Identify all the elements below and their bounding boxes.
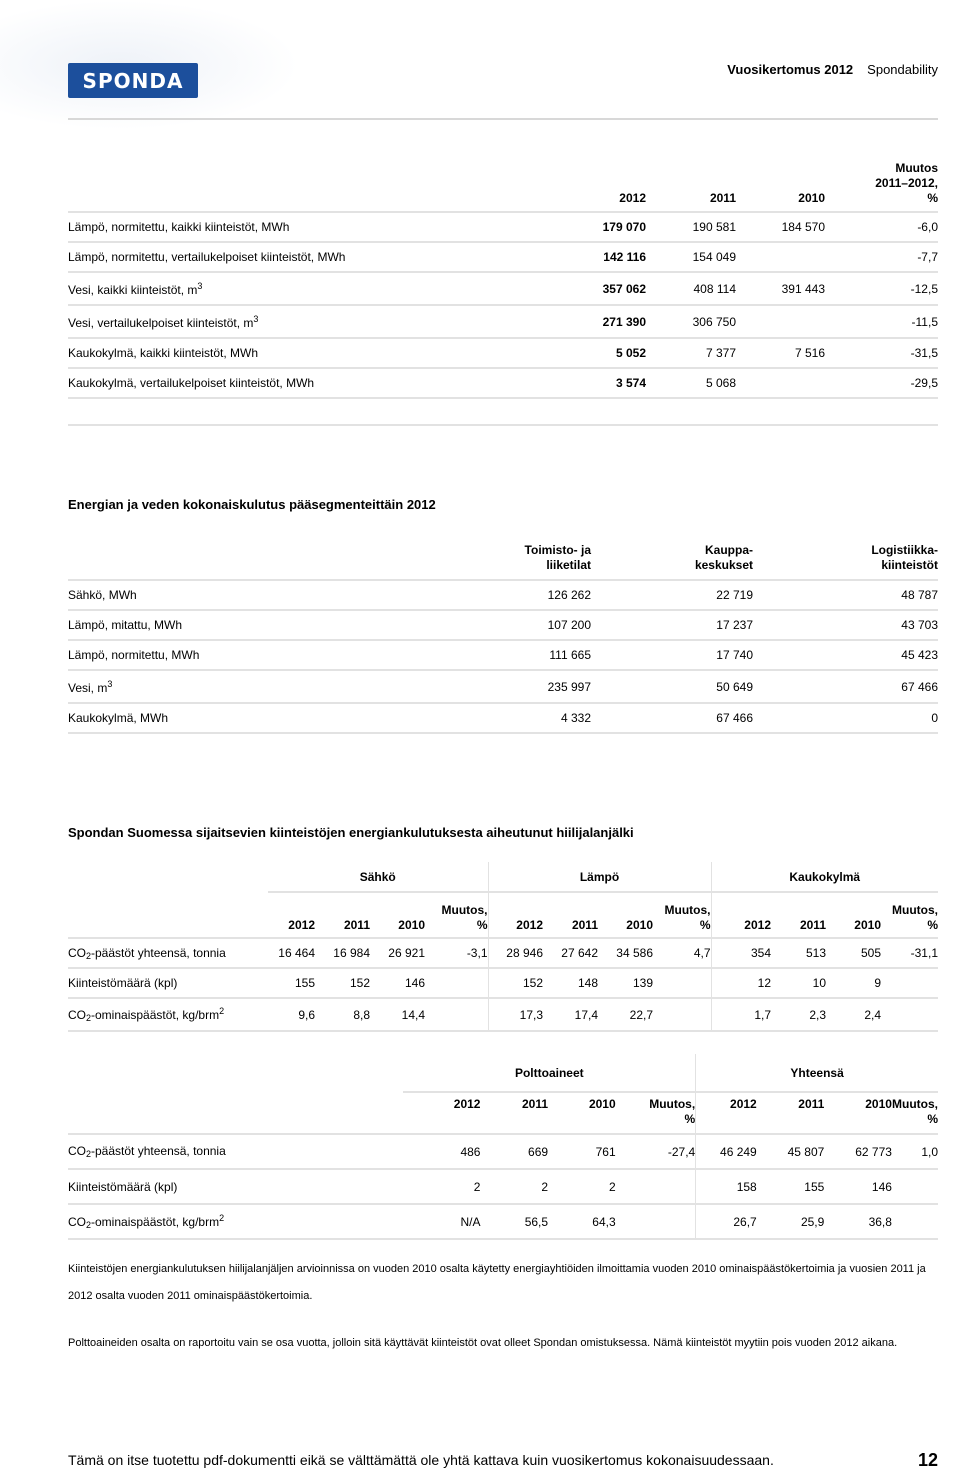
col-change: Muutos, %: [653, 892, 711, 938]
row-label: Lämpö, normitettu, vertailukelpoiset kiinteistöt, MWh: [68, 242, 538, 272]
value-2012: 5 052: [538, 338, 646, 368]
col-year: 2011: [480, 1092, 548, 1134]
table-cell: 8,8: [315, 998, 370, 1031]
table-cell: 354: [711, 938, 771, 968]
col-year: 2011: [315, 892, 370, 938]
value-logistics: 43 703: [753, 610, 938, 640]
table-row: [68, 703, 938, 733]
table-cell: 2: [403, 1169, 480, 1204]
value-office: 126 262: [468, 580, 591, 610]
group-heat: Lämpö: [488, 862, 711, 892]
value-change: -6,0: [825, 212, 938, 242]
row-label: $CO_2$-ominaispäästöt, kg/brm$^2$: [68, 998, 268, 1031]
value-change: -31,5: [825, 338, 938, 368]
value-office: 107 200: [468, 610, 591, 640]
value-2010: 391 443: [736, 272, 825, 305]
value-shopping: 50 649: [591, 670, 753, 703]
value-2012: 357 062: [538, 272, 646, 305]
table-cell: 17,4: [543, 998, 598, 1031]
subscript: 2: [86, 1013, 92, 1023]
table-cell: 2,4: [826, 998, 881, 1031]
value-logistics: 48 787: [753, 580, 938, 610]
table-cell: 2,3: [771, 998, 826, 1031]
value-change: -11,5: [825, 305, 938, 338]
value-2011: 190 581: [646, 212, 736, 242]
table-header: [68, 892, 938, 938]
table-cell: -31,1: [881, 938, 938, 968]
col-year: 2012: [711, 892, 771, 938]
table-cell: 155: [268, 968, 315, 998]
table-header: [68, 530, 938, 580]
table-cell: [425, 998, 488, 1031]
value-2010: 184 570: [736, 212, 825, 242]
col-shopping: Kauppa- keskukset: [591, 530, 753, 580]
footnote-fuels: Polttoaineiden osalta on raportoitu vain se osa vuotta, jolloin sitä käyttävät kiinteistöt ovat olleet Spondan omistuksessa. Nämä kiinteistöt myytiin pois vuoden 2012 aikana.: [68, 1337, 898, 1349]
table-row: [68, 998, 938, 1031]
table-cell: 152: [315, 968, 370, 998]
value-2010: [736, 368, 825, 398]
subscript: 2: [86, 950, 92, 961]
col-year: 2010: [824, 1092, 892, 1134]
value-2010: [736, 305, 825, 338]
table-row: [68, 242, 938, 272]
row-label: $CO_2$-ominaispäästöt, kg/brm$^2$: [68, 1204, 403, 1239]
col-2011: 2011: [646, 150, 736, 212]
group-header: [68, 1054, 938, 1092]
table-cell: 17,3: [488, 998, 543, 1031]
page-header: [727, 62, 938, 77]
value-2012: 142 116: [538, 242, 646, 272]
value-2011: 306 750: [646, 305, 736, 338]
table-cell: 505: [826, 938, 881, 968]
table-cell: 10: [771, 968, 826, 998]
table-cell: 26,7: [696, 1204, 757, 1239]
col-year: 2010: [598, 892, 653, 938]
footnote-carbon-method: Kiinteistöjen energiankulutuksen hiilijalanjäljen arvioinnissa on vuoden 2010 osalta käytetty energiayhtiöiden ilmoittamia vuoden 2010 ominaispäästökertoimia ja vuosien 2011 ja 2012 osalta vuoden 2011 ominaispäästökertoimia.: [68, 1263, 926, 1302]
value-2011: 408 114: [646, 272, 736, 305]
table-cell: 64,3: [548, 1204, 616, 1239]
table-row: [68, 610, 938, 640]
table-row: [68, 968, 938, 998]
table-cell: 27 642: [543, 938, 598, 968]
value-2012: 179 070: [538, 212, 646, 242]
table-cell: 2: [480, 1169, 548, 1204]
superscript: 3: [197, 280, 203, 291]
table-cell: 28 946: [488, 938, 543, 968]
value-2011: 5 068: [646, 368, 736, 398]
table-row: [68, 580, 938, 610]
value-shopping: 22 719: [591, 580, 753, 610]
consumption-table: [68, 150, 938, 399]
col-2010: 2010: [736, 150, 825, 212]
row-label: Vesi, $m^3$: [68, 670, 468, 703]
table-cell: 2: [548, 1169, 616, 1204]
superscript: 3: [253, 313, 259, 324]
table-row: [68, 670, 938, 703]
table-cell: 669: [480, 1134, 548, 1169]
col-year: 2011: [757, 1092, 825, 1134]
row-label: Lämpö, mitattu, MWh: [68, 610, 468, 640]
table-cell: -3,1: [425, 938, 488, 968]
group-district-cooling: Kaukokylmä: [711, 862, 938, 892]
table-cell: 34 586: [598, 938, 653, 968]
table-cell: 45 807: [757, 1134, 825, 1169]
table-cell: -27,4: [616, 1134, 696, 1169]
table-cell: 36,8: [824, 1204, 892, 1239]
table-cell: 139: [598, 968, 653, 998]
segment-consumption-title: Energian ja veden kokonaiskulutus pääsegmenteittäin 2012: [68, 497, 436, 512]
col-year: 2011: [543, 892, 598, 938]
segment-consumption-table: [68, 530, 938, 734]
section-name: Spondability: [867, 62, 938, 77]
carbon-footprint-table: [68, 862, 938, 1032]
table-cell: 12: [711, 968, 771, 998]
page-footer: Tämä on itse tuotettu pdf-dokumentti eikä se välttämättä ole yhtä kattava kuin vuosikertomus kokonaisuudessaan.: [68, 1452, 774, 1468]
table-cell: 62 773: [824, 1134, 892, 1169]
value-office: 111 665: [468, 640, 591, 670]
table-cell: [425, 968, 488, 998]
col-office: Toimisto- ja liiketilat: [468, 530, 591, 580]
value-shopping: 67 466: [591, 703, 753, 733]
row-label: $CO_2$-päästöt yhteensä, tonnia: [68, 938, 268, 968]
col-change: Muutos, %: [881, 892, 938, 938]
page-number: 12: [917, 1450, 938, 1469]
superscript: 3: [107, 678, 113, 689]
value-2010: 7 516: [736, 338, 825, 368]
table-cell: 16 464: [268, 938, 315, 968]
table-cell: 486: [403, 1134, 480, 1169]
table-cell: 56,5: [480, 1204, 548, 1239]
table-cell: 1,7: [711, 998, 771, 1031]
value-change: -7,7: [825, 242, 938, 272]
value-2012: 271 390: [538, 305, 646, 338]
col-year: 2012: [403, 1092, 480, 1134]
table-cell: 25,9: [757, 1204, 825, 1239]
col-year: 2012: [488, 892, 543, 938]
header-divider: [68, 118, 938, 120]
sponda-logo: [68, 63, 198, 98]
col-year: 2012: [696, 1092, 757, 1134]
table-cell: 761: [548, 1134, 616, 1169]
value-logistics: 67 466: [753, 670, 938, 703]
table-cell: 4,7: [653, 938, 711, 968]
value-change: -12,5: [825, 272, 938, 305]
table-cell: [892, 1169, 938, 1204]
table-cell: 46 249: [696, 1134, 757, 1169]
section-divider: [68, 424, 938, 426]
row-label: Lämpö, normitettu, kaikki kiinteistöt, MWh: [68, 212, 538, 242]
table-cell: [892, 1204, 938, 1239]
table-cell: N/A: [403, 1204, 480, 1239]
table-cell: 22,7: [598, 998, 653, 1031]
table-cell: 146: [824, 1169, 892, 1204]
value-office: 235 997: [468, 670, 591, 703]
value-2010: [736, 242, 825, 272]
table-header: [68, 150, 938, 212]
logo-text: SPONDA: [82, 68, 184, 93]
table-cell: 16 984: [315, 938, 370, 968]
col-change: Muutos, %: [616, 1092, 696, 1134]
table-row: [68, 212, 938, 242]
value-shopping: 17 237: [591, 610, 753, 640]
group-fuels: Polttoaineet: [403, 1054, 695, 1092]
subscript: 2: [86, 1149, 92, 1159]
table-row: [68, 305, 938, 338]
table-row: [68, 640, 938, 670]
superscript: 2: [219, 1213, 225, 1223]
row-label: Vesi, vertailukelpoiset kiinteistöt, $m^3$: [68, 305, 538, 338]
row-label: Kaukokylmä, vertailukelpoiset kiinteistöt, MWh: [68, 368, 538, 398]
row-label: Kaukokylmä, MWh: [68, 703, 468, 733]
value-2011: 154 049: [646, 242, 736, 272]
group-electricity: Sähkö: [268, 862, 488, 892]
table-cell: 148: [543, 968, 598, 998]
carbon-footprint-title: Spondan Suomessa sijaitsevien kiinteistöjen energiankulutuksesta aiheutunut hiilijalanjälki: [68, 825, 634, 840]
table-row: [68, 1134, 938, 1169]
table-cell: 14,4: [370, 998, 425, 1031]
row-label: Kiinteistömäärä (kpl): [68, 968, 268, 998]
fuels-total-table: [68, 1054, 938, 1240]
superscript: 2: [219, 1006, 225, 1016]
value-logistics: 0: [753, 703, 938, 733]
table-header: [68, 1092, 938, 1134]
table-cell: [881, 968, 938, 998]
table-cell: 155: [757, 1169, 825, 1204]
table-cell: [616, 1169, 696, 1204]
table-row: [68, 338, 938, 368]
table-cell: [616, 1204, 696, 1239]
col-change: Muutos, %: [425, 892, 488, 938]
table-cell: 1,0: [892, 1134, 938, 1169]
col-change: Muutos 2011–2012, %: [825, 150, 938, 212]
col-year: 2010: [370, 892, 425, 938]
value-shopping: 17 740: [591, 640, 753, 670]
table-cell: 513: [771, 938, 826, 968]
table-cell: [653, 998, 711, 1031]
table-cell: 152: [488, 968, 543, 998]
table-cell: [881, 998, 938, 1031]
subscript: 2: [86, 1220, 92, 1230]
col-year: 2011: [771, 892, 826, 938]
row-label: Lämpö, normitettu, MWh: [68, 640, 468, 670]
col-2012: 2012: [538, 150, 646, 212]
row-label: Sähkö, MWh: [68, 580, 468, 610]
value-logistics: 45 423: [753, 640, 938, 670]
col-change: Muutos, %: [892, 1092, 938, 1134]
table-cell: 146: [370, 968, 425, 998]
value-office: 4 332: [468, 703, 591, 733]
value-2011: 7 377: [646, 338, 736, 368]
value-change: -29,5: [825, 368, 938, 398]
row-label: $CO_2$-päästöt yhteensä, tonnia: [68, 1134, 403, 1169]
table-cell: 26 921: [370, 938, 425, 968]
table-cell: [653, 968, 711, 998]
group-total: Yhteensä: [696, 1054, 938, 1092]
row-label: Vesi, kaikki kiinteistöt, $m^3$: [68, 272, 538, 305]
value-2012: 3 574: [538, 368, 646, 398]
row-label: Kaukokylmä, kaikki kiinteistöt, MWh: [68, 338, 538, 368]
table-cell: 9,6: [268, 998, 315, 1031]
col-logistics: Logistiikka- kiinteistöt: [753, 530, 938, 580]
col-year: 2010: [826, 892, 881, 938]
table-row: [68, 1169, 938, 1204]
report-title: Vuosikertomus 2012: [727, 62, 854, 77]
col-year: 2012: [268, 892, 315, 938]
table-row: [68, 272, 938, 305]
group-header: [68, 862, 938, 892]
table-cell: 158: [696, 1169, 757, 1204]
table-row: [68, 1204, 938, 1239]
table-row: [68, 368, 938, 398]
col-year: 2010: [548, 1092, 616, 1134]
table-row: [68, 938, 938, 968]
table-cell: 9: [826, 968, 881, 998]
row-label: Kiinteistömäärä (kpl): [68, 1169, 403, 1204]
